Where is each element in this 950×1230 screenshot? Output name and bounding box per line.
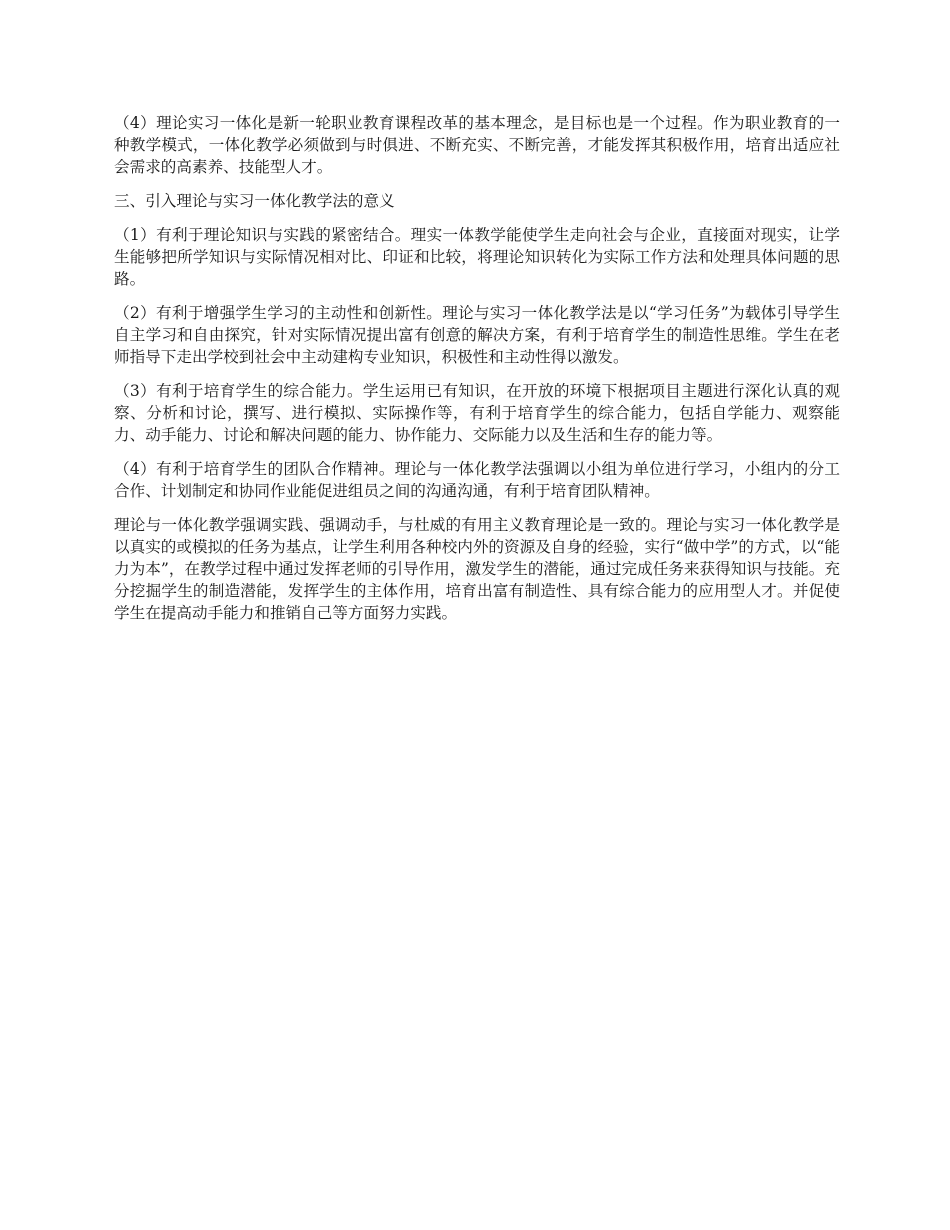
- document-body: [114, 112, 840, 636]
- paragraph-comprehensive-ability: （3）有利于培育学生的综合能力。学生运用已有知识，在开放的环境下根据项目主题进行深化认真的观察、分析和讨论，撰写、进行模拟、实际操作等，有利于培育学生的综合能力，包括自学能力、观察能力、动手能力、讨论和解决问题的能力、协作能力、交际能力以及生活和生存的能力等。: [114, 382, 840, 444]
- paragraph-conclusion: 理论与一体化教学强调实践、强调动手，与杜威的有用主义教育理论是一致的。理论与实习一体化教学是以真实的或模拟的任务为基点，让学生利用各种校内外的资源及自身的经验，实行“做中学”的方式，以“能力为本”，在教学过程中通过发挥老师的引导作用，激发学生的潜能，通过完成任务来获得知识与技能。充分挖掘学生的制造潜能，发挥学生的主体作用，培育出富有制造性、具有综合能力的应用型人才。并促使学生在提高动手能力和推销自己等方面努力实践。: [114, 516, 840, 622]
- paragraph-theory-practice: （1）有利于理论知识与实践的紧密结合。理实一体教学能使学生走向社会与企业，直接面对现实，让学生能够把所学知识与实际情况相对比、印证和比较，将理论知识转化为实际工作方法和处理具体问题的思路。: [114, 226, 840, 288]
- paragraph-initiative-innovation: （2）有利于增强学生学习的主动性和创新性。理论与实习一体化教学法是以“学习任务”为载体引导学生自主学习和自由探究，针对实际情况提出富有创意的解决方案，有利于培育学生的制造性思维。学生在老师指导下走出学校到社会中主动建构专业知识，积极性和主动性得以激发。: [114, 304, 840, 366]
- paragraph-integration-concept: （4）理论实习一体化是新一轮职业教育课程改革的基本理念，是目标也是一个过程。作为职业教育的一种教学模式，一体化教学必须做到与时俱进、不断充实、不断完善，才能发挥其积极作用，培育出适应社会需求的高素养、技能型人才。: [114, 114, 840, 176]
- paragraph-teamwork: （4）有利于培育学生的团队合作精神。理论与一体化教学法强调以小组为单位进行学习，小组内的分工合作、计划制定和协同作业能促进组员之间的沟通沟通，有利于培育团队精神。: [114, 460, 840, 500]
- section-heading-significance: 三、引入理论与实习一体化教学法的意义: [114, 192, 395, 210]
